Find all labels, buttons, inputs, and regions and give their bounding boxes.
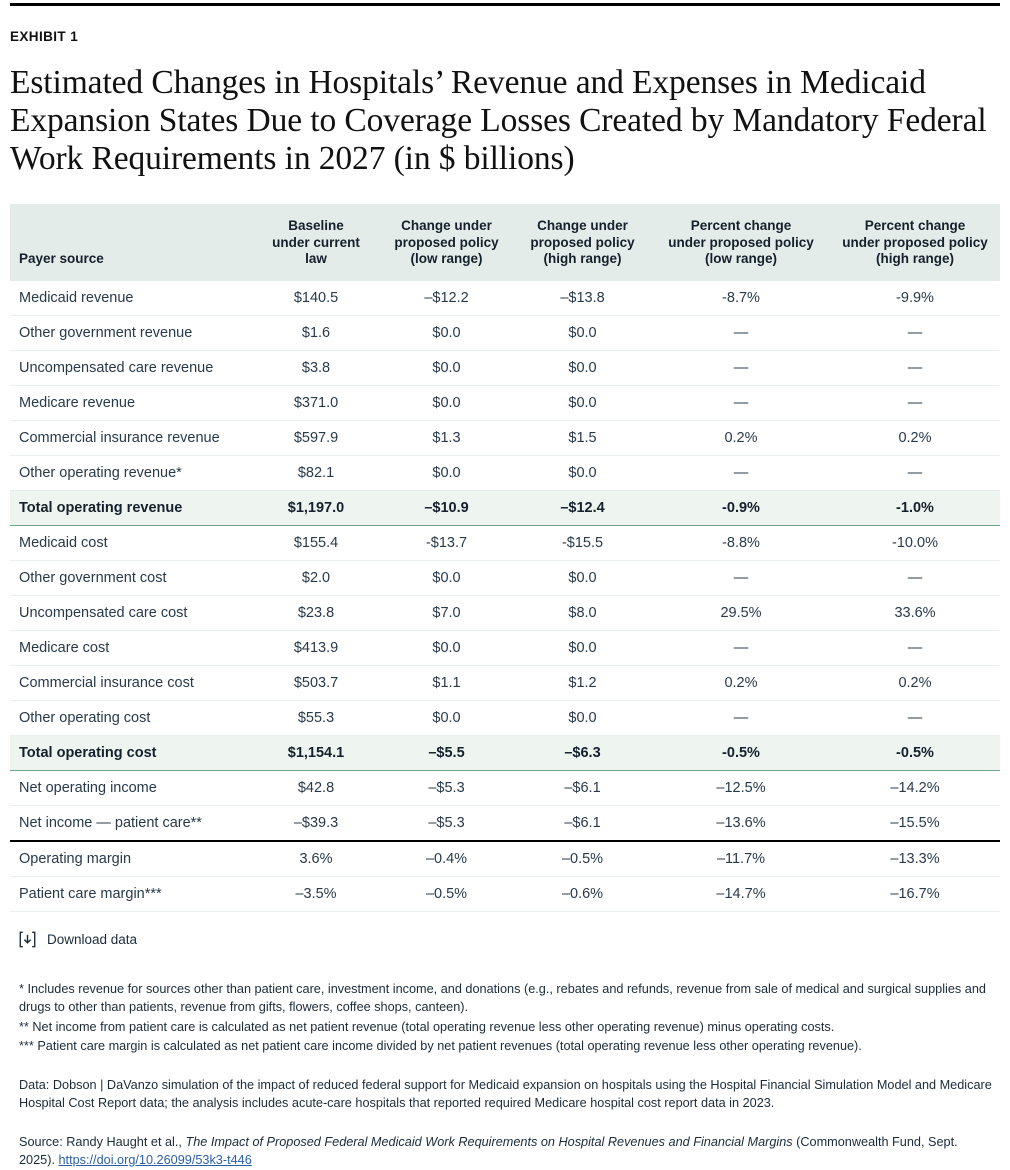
- source-note: [19, 1133, 995, 1170]
- cell-pct-high: —: [830, 455, 1000, 490]
- cell-payer-source: Other government cost: [10, 560, 252, 595]
- cell-payer-source: Other operating cost: [10, 700, 252, 735]
- table-row: [10, 841, 1000, 877]
- table-row: [10, 525, 1000, 560]
- source-prefix: Source: Randy Haught et al.,: [19, 1134, 186, 1149]
- cell-change-low: $0.0: [380, 385, 513, 420]
- exhibit-table: [10, 204, 1000, 912]
- cell-pct-low: –13.6%: [652, 805, 830, 841]
- table-row: [10, 315, 1000, 350]
- header-line: Payer source: [19, 251, 104, 266]
- cell-pct-low: –12.5%: [652, 770, 830, 805]
- cell-baseline: $42.8: [252, 770, 380, 805]
- download-bracket-icon: [19, 931, 36, 948]
- cell-payer-source: Uncompensated care revenue: [10, 350, 252, 385]
- column-header-pct-high: [830, 204, 1000, 281]
- cell-baseline: $55.3: [252, 700, 380, 735]
- cell-payer-source: Medicare cost: [10, 630, 252, 665]
- cell-change-high: –$6.3: [513, 735, 652, 770]
- cell-payer-source: Other government revenue: [10, 315, 252, 350]
- cell-pct-high: —: [830, 700, 1000, 735]
- cell-pct-low: —: [652, 455, 830, 490]
- cell-pct-high: -1.0%: [830, 490, 1000, 525]
- header-line: under proposed policy: [668, 234, 814, 250]
- cell-baseline: $140.5: [252, 281, 380, 316]
- table-row: [10, 560, 1000, 595]
- cell-pct-low: -0.9%: [652, 490, 830, 525]
- header-line: under current law: [272, 234, 360, 266]
- cell-pct-high: –16.7%: [830, 876, 1000, 911]
- cell-baseline: $2.0: [252, 560, 380, 595]
- cell-change-high: $1.2: [513, 665, 652, 700]
- cell-baseline: $1,154.1: [252, 735, 380, 770]
- cell-baseline: $413.9: [252, 630, 380, 665]
- column-header-payer-source: [10, 204, 252, 281]
- table-row: [10, 281, 1000, 316]
- cell-change-low: $1.1: [380, 665, 513, 700]
- cell-pct-low: -0.5%: [652, 735, 830, 770]
- cell-change-low: –$5.5: [380, 735, 513, 770]
- table-header: [10, 204, 1000, 281]
- cell-payer-source: Total operating revenue: [10, 490, 252, 525]
- cell-change-high: $0.0: [513, 455, 652, 490]
- cell-baseline: $503.7: [252, 665, 380, 700]
- cell-payer-source: Operating margin: [10, 841, 252, 877]
- cell-baseline: $82.1: [252, 455, 380, 490]
- cell-pct-low: –14.7%: [652, 876, 830, 911]
- header-line: (high range): [543, 251, 622, 266]
- cell-change-low: –0.4%: [380, 841, 513, 877]
- cell-baseline: $597.9: [252, 420, 380, 455]
- table-row: [10, 350, 1000, 385]
- cell-change-low: $0.0: [380, 560, 513, 595]
- cell-baseline: $3.8: [252, 350, 380, 385]
- header-line: Change under: [401, 218, 492, 233]
- notes-section: [10, 980, 995, 1170]
- cell-change-high: $0.0: [513, 630, 652, 665]
- cell-change-high: $8.0: [513, 595, 652, 630]
- cell-change-high: $0.0: [513, 350, 652, 385]
- cell-change-high: –0.5%: [513, 841, 652, 877]
- cell-change-low: –$5.3: [380, 805, 513, 841]
- cell-change-high: $0.0: [513, 385, 652, 420]
- table-row: [10, 805, 1000, 841]
- cell-pct-low: —: [652, 350, 830, 385]
- cell-change-high: $1.5: [513, 420, 652, 455]
- header-line: proposed policy: [394, 234, 499, 250]
- cell-baseline: $371.0: [252, 385, 380, 420]
- cell-change-high: $0.0: [513, 315, 652, 350]
- cell-pct-low: —: [652, 560, 830, 595]
- cell-change-low: –$5.3: [380, 770, 513, 805]
- cell-change-low: $0.0: [380, 315, 513, 350]
- top-rule: [10, 3, 1000, 6]
- cell-payer-source: Uncompensated care cost: [10, 595, 252, 630]
- source-suffix: (Commonwealth Fund, Sept. 2025).: [19, 1134, 958, 1167]
- header-line: Baseline: [288, 218, 344, 233]
- header-line: Change under: [537, 218, 628, 233]
- table-row: [10, 735, 1000, 770]
- cell-pct-low: -8.7%: [652, 281, 830, 316]
- cell-pct-low: 29.5%: [652, 595, 830, 630]
- cell-pct-high: –13.3%: [830, 841, 1000, 877]
- cell-pct-high: —: [830, 560, 1000, 595]
- cell-payer-source: Total operating cost: [10, 735, 252, 770]
- table-row: [10, 420, 1000, 455]
- cell-pct-low: —: [652, 700, 830, 735]
- cell-change-high: –0.6%: [513, 876, 652, 911]
- cell-payer-source: Medicare revenue: [10, 385, 252, 420]
- cell-baseline: 3.6%: [252, 841, 380, 877]
- footnote-2: ** Net income from patient care is calculated as net patient revenue (total operating revenue less other operating revenue) minus operating costs.: [19, 1019, 835, 1034]
- cell-pct-low: –11.7%: [652, 841, 830, 877]
- cell-change-low: $0.0: [380, 350, 513, 385]
- cell-pct-high: —: [830, 630, 1000, 665]
- header-line: Percent change: [690, 218, 792, 233]
- cell-change-high: –$6.1: [513, 805, 652, 841]
- cell-payer-source: Other operating revenue*: [10, 455, 252, 490]
- download-data-label: Download data: [47, 931, 138, 947]
- table-row: [10, 770, 1000, 805]
- header-line: under proposed policy: [842, 234, 988, 250]
- header-line: (low range): [704, 251, 777, 266]
- header-line: proposed policy: [530, 234, 635, 250]
- cell-change-high: $0.0: [513, 700, 652, 735]
- page-title: Estimated Changes in Hospitals’ Revenue and Expenses in Medicaid Expansion States Due to Coverage Losses Created by Mandatory Federal Work Requirements in 2027 (in $ billions): [10, 64, 987, 177]
- source-title: The Impact of Proposed Federal Medicaid Work Requirements on Hospital Revenues and Financial Margins: [185, 1134, 793, 1149]
- cell-change-high: –$6.1: [513, 770, 652, 805]
- cell-pct-high: -10.0%: [830, 525, 1000, 560]
- table-body: [10, 281, 1000, 912]
- download-data-link[interactable]: [10, 931, 1000, 948]
- cell-pct-high: 0.2%: [830, 420, 1000, 455]
- cell-pct-high: 0.2%: [830, 665, 1000, 700]
- cell-baseline: –3.5%: [252, 876, 380, 911]
- header-line: (low range): [410, 251, 483, 266]
- cell-change-low: –$12.2: [380, 281, 513, 316]
- cell-payer-source: Medicaid cost: [10, 525, 252, 560]
- cell-change-high: –$12.4: [513, 490, 652, 525]
- header-line: Percent change: [864, 218, 966, 233]
- cell-change-high: $0.0: [513, 560, 652, 595]
- header-line: (high range): [876, 251, 954, 266]
- table-row: [10, 490, 1000, 525]
- exhibit-label: EXHIBIT 1: [10, 29, 79, 44]
- cell-payer-source: Net income — patient care**: [10, 805, 252, 841]
- cell-change-low: $1.3: [380, 420, 513, 455]
- cell-change-low: $0.0: [380, 700, 513, 735]
- cell-baseline: $23.8: [252, 595, 380, 630]
- cell-pct-high: –15.5%: [830, 805, 1000, 841]
- table-row: [10, 665, 1000, 700]
- table-row: [10, 876, 1000, 911]
- cell-pct-low: 0.2%: [652, 665, 830, 700]
- cell-change-low: $7.0: [380, 595, 513, 630]
- exhibit-page: [0, 3, 1010, 1170]
- doi-link[interactable]: https://doi.org/10.26099/53k3-t446: [58, 1153, 252, 1167]
- table-row: [10, 385, 1000, 420]
- cell-pct-high: 33.6%: [830, 595, 1000, 630]
- cell-baseline: $1,197.0: [252, 490, 380, 525]
- cell-payer-source: Commercial insurance cost: [10, 665, 252, 700]
- cell-pct-high: –14.2%: [830, 770, 1000, 805]
- cell-change-low: $0.0: [380, 630, 513, 665]
- table-row: [10, 630, 1000, 665]
- cell-pct-low: —: [652, 315, 830, 350]
- cell-payer-source: Commercial insurance revenue: [10, 420, 252, 455]
- cell-payer-source: Medicaid revenue: [10, 281, 252, 316]
- cell-pct-low: -8.8%: [652, 525, 830, 560]
- cell-pct-low: —: [652, 630, 830, 665]
- cell-pct-high: -0.5%: [830, 735, 1000, 770]
- cell-pct-low: 0.2%: [652, 420, 830, 455]
- cell-change-low: -$13.7: [380, 525, 513, 560]
- cell-pct-high: -9.9%: [830, 281, 1000, 316]
- cell-pct-low: —: [652, 385, 830, 420]
- cell-pct-high: —: [830, 385, 1000, 420]
- column-header-change-high: [513, 204, 652, 281]
- column-header-pct-low: [652, 204, 830, 281]
- cell-change-low: –$10.9: [380, 490, 513, 525]
- column-header-change-low: [380, 204, 513, 281]
- cell-baseline: $155.4: [252, 525, 380, 560]
- cell-pct-high: —: [830, 350, 1000, 385]
- table-header-row: [10, 204, 1000, 281]
- cell-change-low: –0.5%: [380, 876, 513, 911]
- cell-change-high: –$13.8: [513, 281, 652, 316]
- cell-payer-source: Patient care margin***: [10, 876, 252, 911]
- cell-change-low: $0.0: [380, 455, 513, 490]
- data-note: Data: Dobson | DaVanzo simulation of the impact of reduced federal support for Medicaid expansion on hospitals using the Hospital Financial Simulation Model and Medicare Hospital Cost Report data; the analysis includes acute-care hospitals that reported required Medicare hospital cost report data in 2023.: [19, 1077, 992, 1110]
- table-row: [10, 595, 1000, 630]
- table-row: [10, 455, 1000, 490]
- cell-baseline: $1.6: [252, 315, 380, 350]
- cell-pct-high: —: [830, 315, 1000, 350]
- footnote-1: * Includes revenue for sources other than patient care, investment income, and donations (e.g., rebates and refunds, revenue from sale of medical and surgical supplies and drugs to other than patients, revenue from gifts, flowers, coffee shops, canteen).: [19, 981, 986, 1014]
- cell-payer-source: Net operating income: [10, 770, 252, 805]
- table-row: [10, 700, 1000, 735]
- cell-change-high: -$15.5: [513, 525, 652, 560]
- column-header-baseline: [252, 204, 380, 281]
- footnote-3: *** Patient care margin is calculated as net patient care income divided by net patient revenues (total operating revenue less other operating revenue).: [19, 1039, 862, 1053]
- cell-baseline: –$39.3: [252, 805, 380, 841]
